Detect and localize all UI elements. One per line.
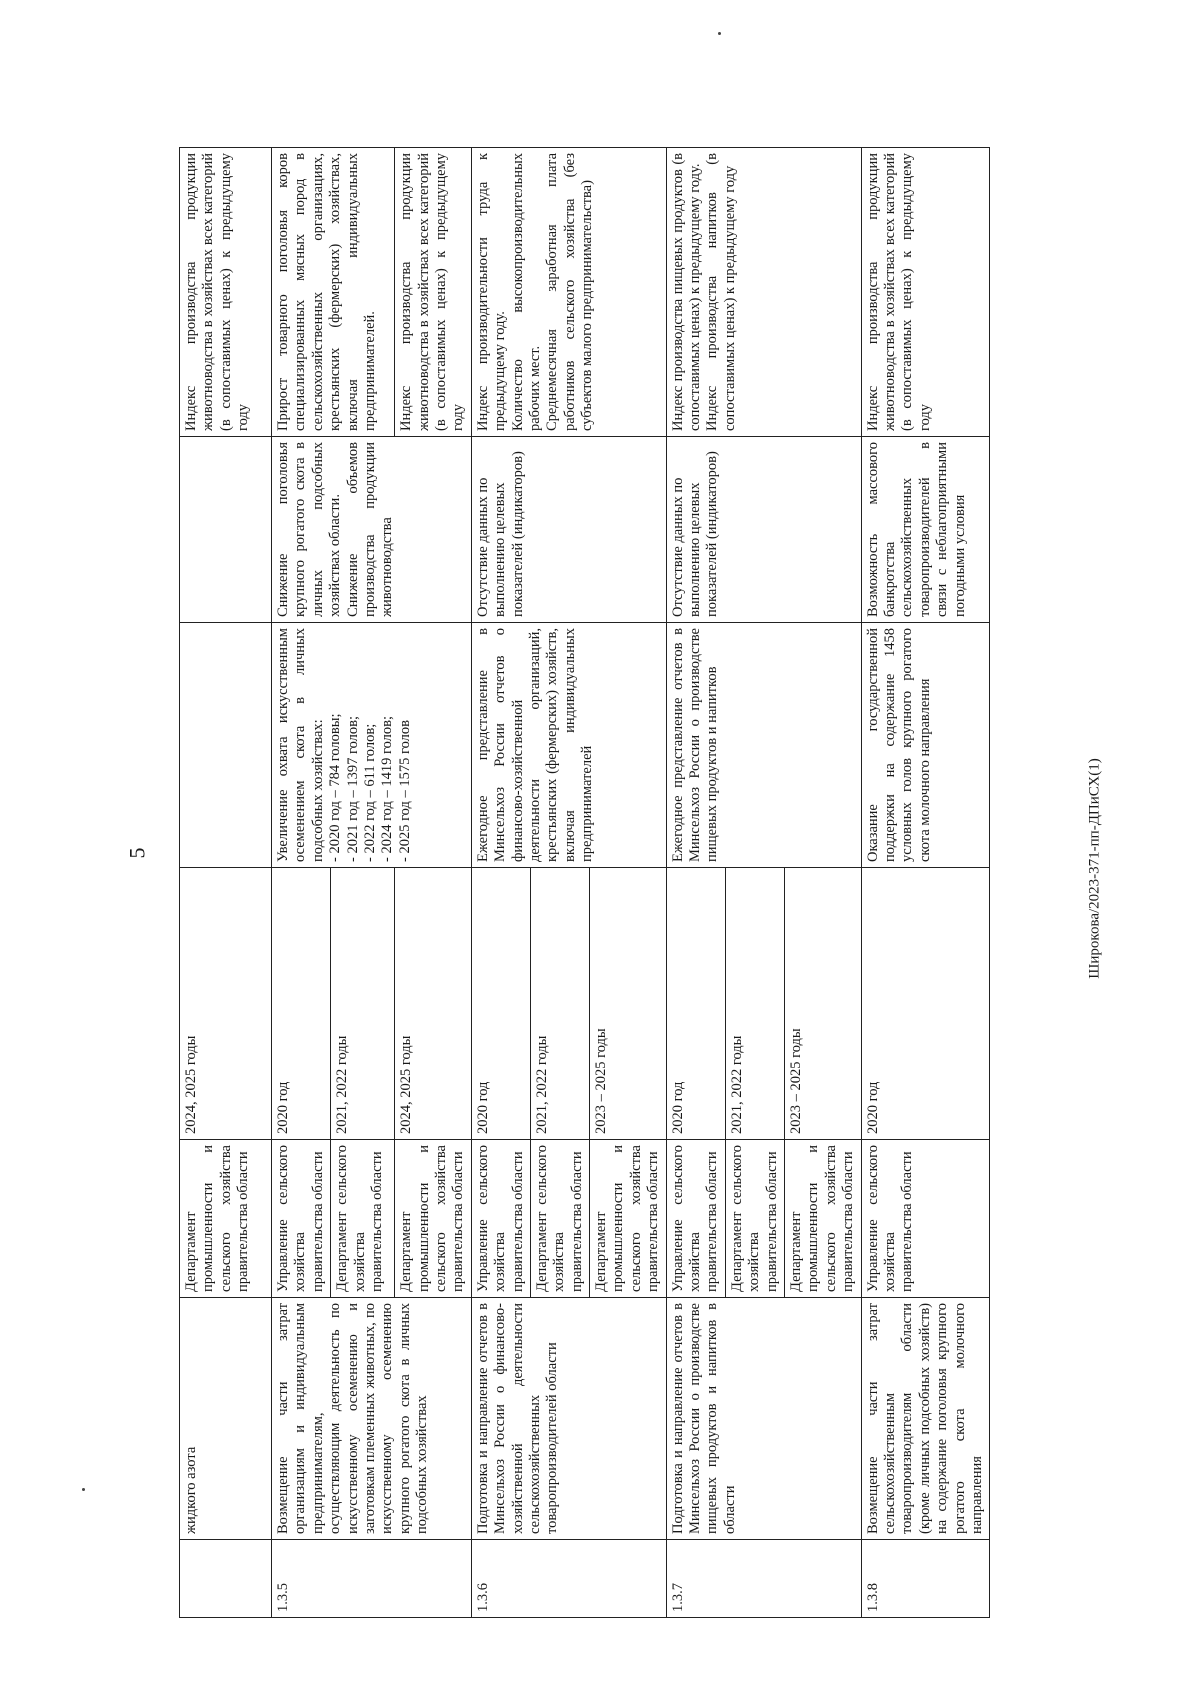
risk: Отсутствие данных по выполнению целевых показателей (индикаторов) [666, 437, 861, 623]
expected-result: Оказание государственной поддержки на содержание 1458 условных голов крупного рогатого скота молочного направления [861, 623, 990, 868]
term: 2021, 2022 годы [530, 868, 589, 1140]
responsible-executor: Департамент сельского хозяйства правительства области [530, 1140, 589, 1298]
scan-speck [82, 1488, 85, 1491]
responsible-executor: Управление сельского хозяйства правительства области [471, 1140, 530, 1298]
responsible-executor: Управление сельского хозяйства правительства области [861, 1140, 990, 1298]
term: 2023 – 2025 годы [784, 868, 861, 1140]
responsible-executor: Департамент сельского хозяйства правительства области [725, 1140, 784, 1298]
term: 2020 год [666, 868, 725, 1140]
risk: Отсутствие данных по выполнению целевых показателей (индикаторов) [471, 437, 666, 623]
measure-name: Возмещение части затрат организациям и индивидуальным предпринимателям, осуществляющим деятельность по искусственному осеменению и заготовкам племенных животных, по искусственному осеменению крупного рогатого скота в личных подсобных хозяйствах [272, 1298, 472, 1540]
risk [180, 437, 272, 623]
indicator: Индекс производства продукции животноводства в хозяйствах всех категорий (в сопоставимых ценах) к предыдущему году [180, 148, 272, 437]
term: 2020 год [861, 868, 990, 1140]
row-number: 1.3.5 [272, 1540, 472, 1618]
indicator: Индекс производства пищевых продуктов (в сопоставимых ценах) к предыдущему году. Индекс производства напитков (в сопоставимых ценах) к предыдущему году [666, 148, 861, 437]
responsible-executor: Департамент промышленности и сельского хозяйства правительства области [180, 1140, 272, 1298]
risk: Снижение поголовья крупного рогатого скота в личных подсобных хозяйствах области. Снижение объемов производства продукции животноводства [272, 437, 472, 623]
indicator: Прирост товарного поголовья коров специализированных мясных пород в сельскохозяйственных организациях, крестьянских (фермерских) хозяйствах, включая индивидуальных предпринимателей. [272, 148, 395, 437]
expected-result: Увеличение охвата искусственным осеменением скота в личных подсобных хозяйствах: - 2020 год – 784 головы; - 2021 год – 1397 голов; - 2022 год – 611 голов; - 2024 год – 1419 голов; - 2025 год – 1575 голов [272, 623, 472, 868]
row-number: 1.3.6 [471, 1540, 666, 1618]
table-row-1-3-5 [272, 148, 331, 1618]
table-row-continuation [180, 148, 272, 1618]
term: 2021, 2022 годы [725, 868, 784, 1140]
responsible-executor: Департамент промышленности и сельского хозяйства правительства области [784, 1140, 861, 1298]
term: 2024, 2025 годы [395, 868, 472, 1140]
page-number: 5 [124, 847, 150, 859]
expected-result [180, 623, 272, 868]
term: 2024, 2025 годы [180, 868, 272, 1140]
responsible-executor: Департамент сельского хозяйства правительства области [331, 1140, 395, 1298]
term: 2023 – 2025 годы [590, 868, 667, 1140]
table-row-1-3-7 [666, 148, 725, 1618]
row-number: 1.3.7 [666, 1540, 861, 1618]
responsible-executor: Департамент промышленности и сельского хозяйства правительства области [590, 1140, 667, 1298]
measure-name: Подготовка и направление отчетов в Минсельхоз России о производстве пищевых продуктов и напитков в области [666, 1298, 861, 1540]
term: 2020 год [471, 868, 530, 1140]
measure-name: Подготовка и направление отчетов в Минсельхоз России о финансово-хозяйственной деятельности сельскохозяйственных товаропроизводителей области [471, 1298, 666, 1540]
expected-result: Ежегодное представление в Минсельхоз России отчетов о финансово-хозяйственной деятельности организаций, крестьянских (фермерских) хозяйств, включая индивидуальных предпринимателей [471, 623, 666, 868]
table-wrapper [179, 148, 985, 1618]
measure-name: жидкого азота [180, 1298, 272, 1540]
indicator: Индекс производства продукции животноводства в хозяйствах всех категорий (в сопоставимых ценах) к предыдущему году [395, 148, 472, 437]
table-row-1-3-8 [861, 148, 990, 1618]
document-code: Широкова/2023-371-пп-ДПиСХ(1) [1086, 758, 1103, 979]
responsible-executor: Департамент промышленности и сельского хозяйства правительства области [395, 1140, 472, 1298]
indicator: Индекс производительности труда к предыдущему году. Количество высокопроизводительных рабочих мест. Среднемесячная заработная плата работников сельского хозяйства (без субъектов малого предпринимательства) [471, 148, 666, 437]
measure-name: Возмещение части затрат сельскохозяйственным товаропроизводителям области (кроме личных подсобных хозяйств) на содержание поголовья крупного рогатого скота молочного направления [861, 1298, 990, 1540]
measures-table [179, 148, 985, 1618]
row-number [180, 1540, 272, 1618]
scan-speck [718, 32, 721, 35]
expected-result: Ежегодное представление отчетов в Минсельхоз России о производстве пищевых продуктов и напитков [666, 623, 861, 868]
term: 2021, 2022 годы [331, 868, 395, 1140]
table-row-1-3-6 [471, 148, 530, 1618]
indicator: Индекс производства продукции животноводства в хозяйствах всех категорий (в сопоставимых ценах) к предыдущему году [861, 148, 990, 437]
responsible-executor: Управление сельского хозяйства правительства области [666, 1140, 725, 1298]
row-number: 1.3.8 [861, 1540, 990, 1618]
risk: Возможность массового банкротства сельскохозяйственных товаропроизводителей в связи с неблагоприятными погодными условия [861, 437, 990, 623]
responsible-executor: Управление сельского хозяйства правительства области [272, 1140, 331, 1298]
term: 2020 год [272, 868, 331, 1140]
